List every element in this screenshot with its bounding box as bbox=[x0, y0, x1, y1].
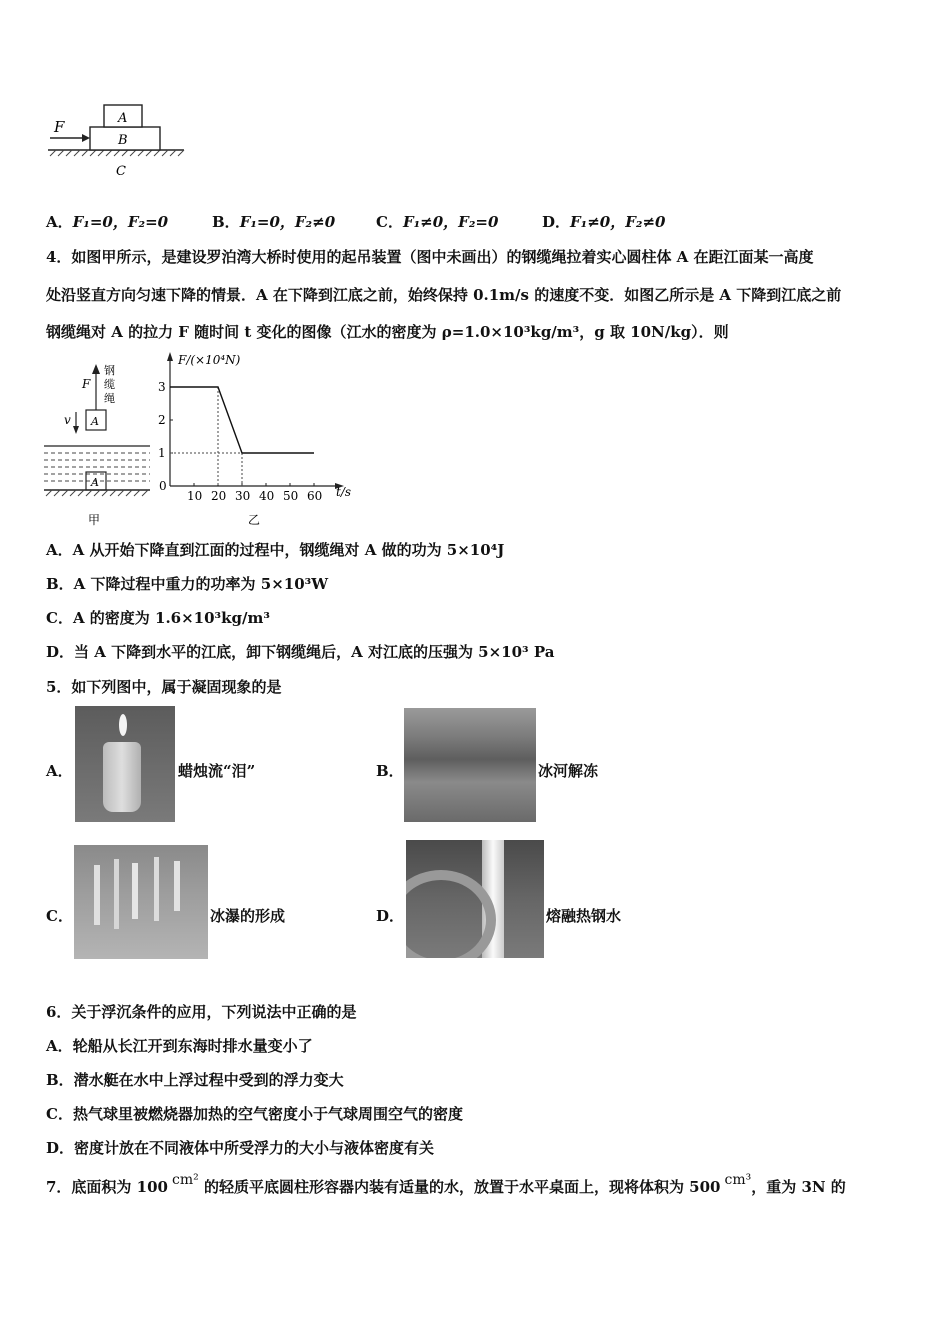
x-tick-label: 20 bbox=[211, 489, 227, 503]
q4-option-b: B．A 下降过程中重力的功率为 5×10³W bbox=[46, 575, 329, 593]
q5-caption-d: 熔融热钢水 bbox=[546, 907, 622, 925]
q3-option-a: A．F₁=0，F₂=0 bbox=[46, 213, 169, 231]
q7-stem: 7．底面积为 100 cm² 的轻质平底圆柱形容器内装有适量的水，放置于水平桌面上，现将体积为 500 cm³，重为 3N 的 bbox=[46, 1172, 846, 1196]
rope-label: 钢 bbox=[104, 364, 115, 377]
svg-text:A: A bbox=[91, 415, 99, 428]
q3-option-b: B．F₁=0，F₂≠0 bbox=[212, 213, 336, 231]
q3-option-c: C．F₁≠0，F₂=0 bbox=[376, 213, 499, 231]
unit-cm3: cm³ bbox=[724, 1172, 752, 1188]
q4-option-a: A．A 从开始下降直到江面的过程中，钢缆绳对 A 做的功为 5×10⁴J bbox=[46, 541, 505, 559]
velocity-label: v bbox=[64, 413, 71, 427]
q4-option-c: C．A 的密度为 1.6×10³kg/m³ bbox=[46, 609, 270, 627]
y-tick-label: 2 bbox=[158, 413, 166, 427]
y-axis-label: F/(×10⁴N) bbox=[178, 353, 241, 367]
q4-stem-line2: 处沿竖直方向匀速下降的情景．A 在下降到江底之前，始终保持 0.1m/s 的速度不变．如图乙所示是 A 下降到江底之前 bbox=[46, 286, 842, 304]
series-line-F bbox=[170, 387, 314, 453]
q3-option-d: D．F₁≠0，F₂≠0 bbox=[542, 213, 666, 231]
label-c: C bbox=[116, 164, 126, 179]
q4-stem-line1: 4．如图甲所示，是建设罗泊湾大桥时使用的起吊装置（图中未画出）的钢缆绳拉着实心圆柱体 A 在距江面某一高度 bbox=[46, 248, 814, 266]
q5-option-a-key: A． bbox=[46, 762, 73, 780]
q4-stem-line3: 钢缆绳对 A 的拉力 F 随时间 t 变化的图像（江水的密度为 ρ=1.0×10³kg/m³，g 取 10N/kg）．则 bbox=[46, 323, 729, 341]
svg-text:A: A bbox=[91, 476, 99, 489]
q5-option-b-key: B． bbox=[376, 762, 404, 780]
q5-caption-b: 冰河解冻 bbox=[538, 762, 599, 780]
svg-text:缆: 缆 bbox=[104, 378, 115, 391]
blocks-figure bbox=[44, 100, 194, 182]
q4-option-d: D．当 A 下降到水平的江底，卸下钢缆绳后，A 对江底的压强为 5×10³ Pa bbox=[46, 643, 555, 661]
force-time-chart bbox=[150, 348, 380, 528]
caption-yi: 乙 bbox=[248, 513, 261, 527]
x-tick-label: 10 bbox=[187, 489, 203, 503]
q6-option-a: A．轮船从长江开到东海时排水量变小了 bbox=[46, 1037, 313, 1055]
y-tick-label: 3 bbox=[158, 380, 166, 394]
molten-steel-photo bbox=[406, 840, 544, 958]
caption-jia: 甲 bbox=[88, 513, 101, 527]
y-tick-label: 1 bbox=[158, 446, 166, 460]
q6-stem: 6．关于浮沉条件的应用，下列说法中正确的是 bbox=[46, 1003, 357, 1021]
q5-option-c-key: C． bbox=[46, 907, 73, 925]
x-tick-label: 30 bbox=[235, 489, 251, 503]
x-axis-label: t/s bbox=[336, 485, 352, 499]
candle-photo bbox=[75, 706, 175, 822]
svg-text:绳: 绳 bbox=[104, 392, 115, 405]
q6-option-d: D．密度计放在不同液体中所受浮力的大小与液体密度有关 bbox=[46, 1139, 435, 1157]
q5-option-d-key: D． bbox=[376, 907, 405, 925]
x-tick-label: 60 bbox=[307, 489, 323, 503]
ice-river-photo bbox=[404, 708, 536, 822]
q6-option-b: B．潜水艇在水中上浮过程中受到的浮力变大 bbox=[46, 1071, 344, 1089]
label-a: A bbox=[118, 111, 128, 126]
x-tick-label: 40 bbox=[259, 489, 275, 503]
crane-figure bbox=[40, 358, 152, 528]
force-label: F bbox=[82, 377, 91, 391]
icefall-photo bbox=[74, 845, 208, 959]
label-b: B bbox=[118, 133, 128, 148]
q5-stem: 5．如下列图中，属于凝固现象的是 bbox=[46, 678, 282, 696]
q5-caption-c: 冰瀑的形成 bbox=[210, 907, 286, 925]
q6-option-c: C．热气球里被燃烧器加热的空气密度小于气球周围空气的密度 bbox=[46, 1105, 463, 1123]
unit-cm2: cm² bbox=[171, 1172, 199, 1188]
label-f: F bbox=[54, 118, 65, 136]
q5-caption-a: 蜡烛流“泪” bbox=[178, 762, 256, 780]
x-tick-label: 50 bbox=[283, 489, 299, 503]
origin-label: 0 bbox=[159, 479, 167, 493]
